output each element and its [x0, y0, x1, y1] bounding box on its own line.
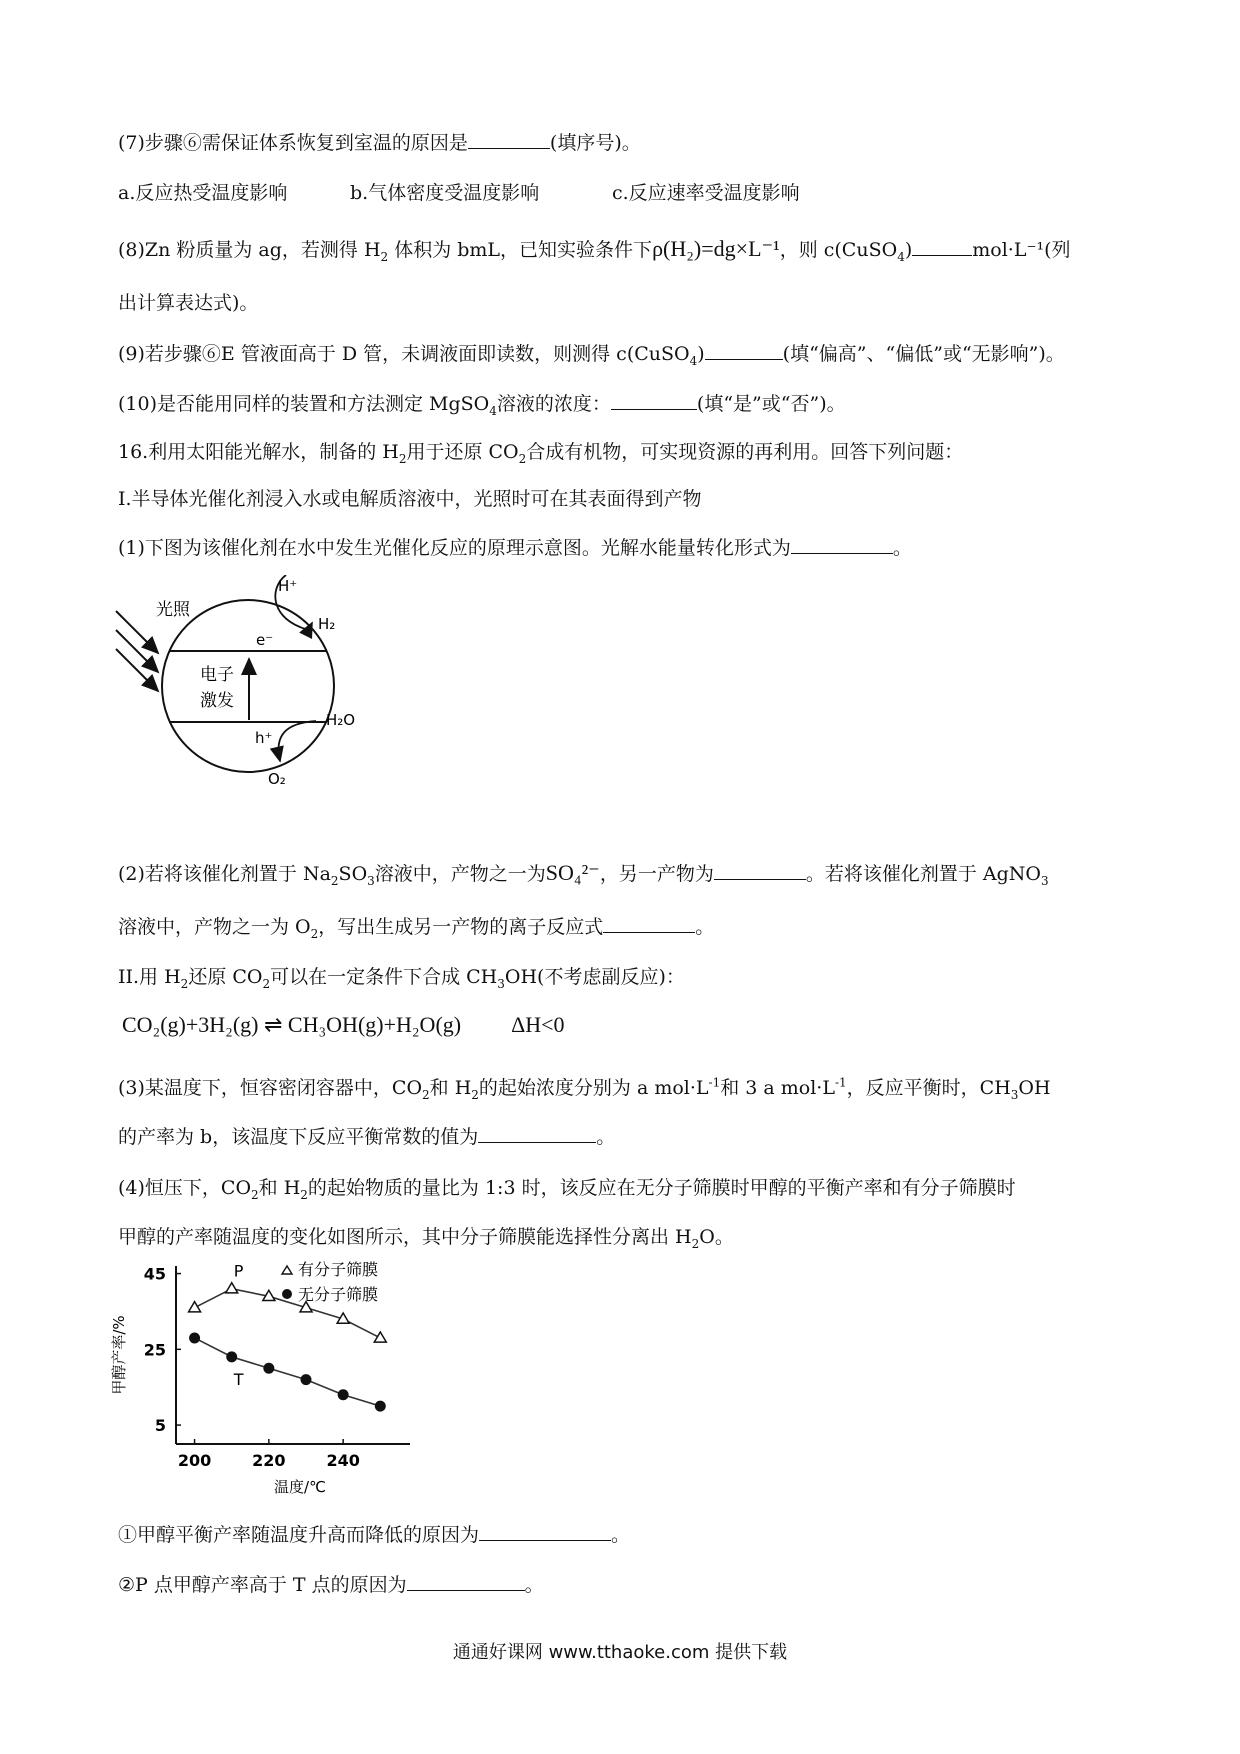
q16-2-line2: 溶液中，产物之一为 $O_2$，写出生成另一产物的离子反应式 。	[118, 916, 715, 941]
option-a: a.反应热受温度影响	[118, 182, 288, 204]
sulfate-ion: SO₄²⁻	[545, 860, 600, 885]
enthalpy: ΔH<0	[511, 1012, 565, 1037]
light-label: 光照	[156, 600, 190, 620]
data-point-circle	[189, 1332, 200, 1343]
answer-blank[interactable]	[791, 535, 893, 554]
legend-label-0: 有分子筛膜	[298, 1260, 379, 1279]
answer-blank[interactable]	[478, 1124, 596, 1143]
q7-line: (7)步骤⑥需保证体系恢复到室温的原因是 (填序号)。	[118, 132, 641, 154]
y-tick-label: 5	[154, 1416, 166, 1436]
point-label-p: P	[233, 1261, 244, 1281]
hole-label: h⁺	[255, 729, 273, 747]
methanol-yield-chart	[110, 1258, 470, 1498]
footer: 通通好课网 www.tthaoke.com 提供下载	[452, 1642, 788, 1663]
legend-circle-marker	[282, 1289, 292, 1299]
y-axis-label: 甲醇产率/%	[110, 1315, 128, 1395]
answer-blank[interactable]	[479, 1522, 611, 1541]
data-point-circle	[263, 1363, 274, 1374]
series-line-1	[195, 1338, 381, 1406]
reaction-equation: CO₂(g)+3H₂(g) ⇌ CH₃OH(g)+H₂O(g) ΔH<0	[122, 1012, 565, 1037]
sub-question-1: ①甲醇平衡产率随温度升高而降低的原因为 。	[118, 1524, 631, 1546]
option-b: b.气体密度受温度影响	[350, 182, 540, 204]
data-point-circle	[338, 1389, 349, 1400]
hplus-label: H⁺	[278, 577, 298, 595]
data-point-circle	[375, 1401, 386, 1412]
part1-heading: I.半导体光催化剂浸入水或电解质溶液中，光照时可在其表面得到产物	[118, 488, 702, 510]
x-tick-label: 240	[326, 1451, 360, 1470]
data-point-triangle	[374, 1332, 386, 1342]
data-point-triangle	[189, 1302, 201, 1312]
light-arrows	[116, 611, 158, 691]
excite-label-1: 电子	[200, 665, 234, 685]
data-point-triangle	[226, 1283, 238, 1293]
y-tick-label: 25	[143, 1340, 166, 1360]
x-tick-label: 220	[252, 1451, 286, 1470]
answer-blank[interactable]	[705, 341, 783, 360]
density-expression: ρ(H₂)=dg×L⁻¹	[652, 236, 780, 261]
excite-label-2: 激发	[200, 691, 234, 711]
point-label-t: T	[233, 1369, 244, 1389]
q16-intro: 16.利用太阳能光解水，制备的 $H_2$用于还原 $CO_2$合成有机物，可实现资源的再利用。回答下列问题：	[118, 441, 964, 466]
h2-label: H₂	[318, 615, 336, 633]
answer-blank[interactable]	[611, 391, 697, 410]
part2-heading: II.用 $H_2$还原 $CO_2$可以在一定条件下合成 $CH_3OH$(不考虑副反应)：	[118, 966, 685, 991]
q16-4-line2: 甲醇的产率随温度的变化如图所示，其中分子筛膜能选择性分离出 $H_2O$。	[118, 1226, 734, 1251]
q10-line: (10)是否能用同样的装置和方法测定 MgSO$_4$溶液的浓度： (填“是”或“否”)。	[118, 393, 846, 418]
legend-triangle-marker	[282, 1266, 292, 1274]
electron-label: e⁻	[256, 631, 274, 649]
sub-question-2: ②P 点甲醇产率高于 T 点的原因为 。	[118, 1574, 544, 1596]
x-tick-label: 200	[177, 1451, 212, 1470]
o2-label: O₂	[268, 770, 286, 788]
q9-line: (9)若步骤⑥E 管液面高于 D 管，未调液面即读数，则测得 c(CuSO$_4$) (填“偏高”、“偏低”或“无影响”)。	[118, 343, 1065, 368]
x-axis-label: 温度/℃	[274, 1478, 326, 1496]
q7-options	[118, 180, 800, 206]
answer-blank[interactable]	[912, 237, 972, 256]
q8-line: (8)Zn 粉质量为 ag，若测得 $H_2$ 体积为 bmL，已知实验条件下ρ(H₂)=dg×L⁻¹，则 c(CuSO$_4$) mol·L⁻¹(列	[118, 236, 1071, 264]
photocatalysis-diagram	[110, 575, 410, 825]
q16-2-line: (2)若将该催化剂置于 $Na_2SO_3$溶液中，产物之一为SO₄²⁻，另一产物为 。若将该催化剂置于 AgNO$_3$	[118, 860, 1049, 888]
q16-1-line: (1)下图为该催化剂在水中发生光催化反应的原理示意图。光解水能量转化形式为 。	[118, 537, 912, 559]
data-point-circle	[301, 1374, 312, 1385]
answer-blank[interactable]	[468, 130, 550, 149]
q8-line2: 出计算表达式)。	[118, 292, 259, 314]
answer-blank[interactable]	[603, 914, 695, 933]
q16-4-line: (4)恒压下，$CO_2$和 $H_2$的起始物质的量比为 1:3 时，该反应在无分子筛膜时甲醇的平衡产率和有分子筛膜时	[118, 1177, 1016, 1202]
h2o-label: H₂O	[326, 711, 356, 729]
data-point-circle	[226, 1351, 237, 1362]
answer-blank[interactable]	[407, 1572, 525, 1591]
answer-blank[interactable]	[714, 861, 806, 880]
q16-3-line: (3)某温度下，恒容密闭容器中，$CO_2$和 $H_2$的起始浓度分别为 a $mol\cdot L^{-1}$和 3 a $mol\cdot L^{-1}$，反应平衡时，$CH_3OH$	[118, 1075, 1051, 1102]
chart-legend	[282, 1260, 378, 1304]
legend-label-1: 无分子筛膜	[298, 1285, 379, 1304]
q16-3-line2: 的产率为 b，该温度下反应平衡常数的值为 。	[118, 1126, 616, 1148]
option-c: c.反应速率受温度影响	[612, 182, 800, 204]
y-tick-label: 45	[143, 1264, 166, 1284]
